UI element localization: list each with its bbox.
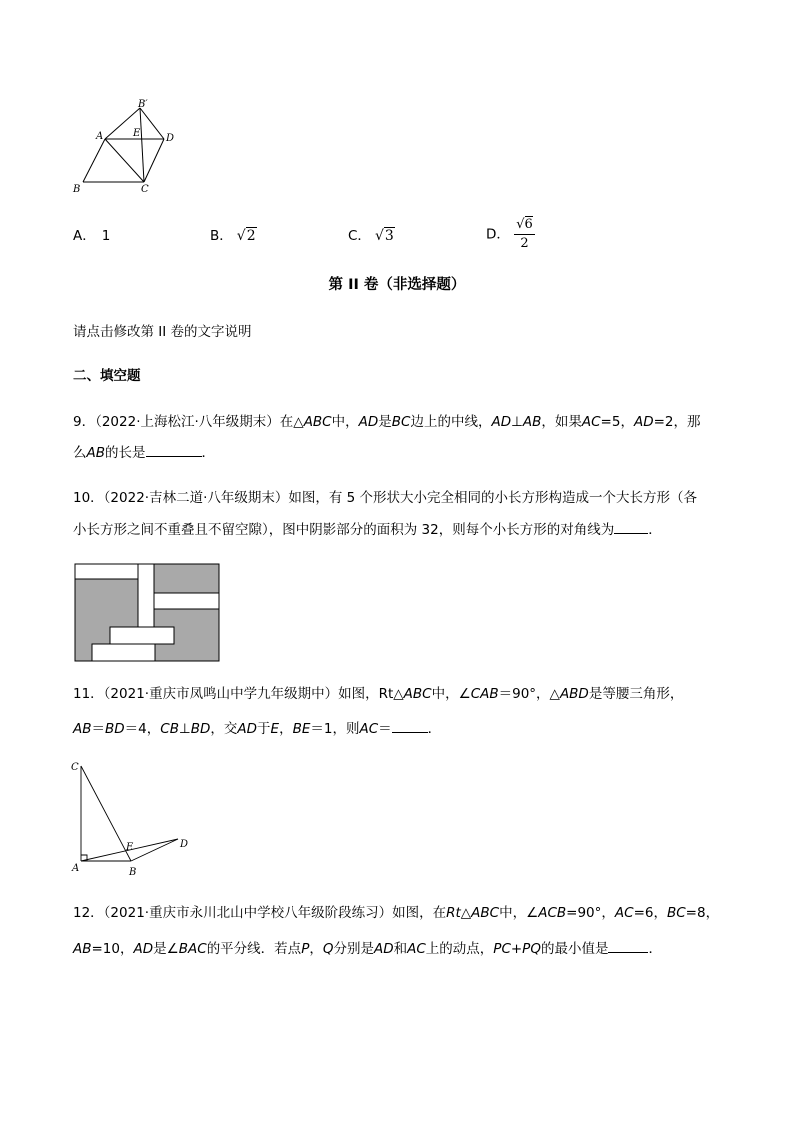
q11-line1 [73,684,683,704]
q9-end: ． [201,445,215,461]
q9-line1 [73,412,701,432]
q12-text: 上的动点， [425,941,494,957]
option-c-radicand: 3 [384,228,394,244]
label-e: E [133,128,141,139]
option-a [73,226,110,246]
q12-var: Rt [446,905,461,921]
segment-bprime-c [140,108,144,182]
q11-text: ＝ [378,721,392,737]
q11-var: CAB [470,686,499,702]
q12-var: ABC [471,905,500,921]
label-b: B [129,867,137,878]
q12-text: =90°， [566,905,615,921]
q9-answer-blank[interactable] [146,442,202,457]
q9-text: 中， [331,414,359,430]
q11-var: BD [190,721,211,737]
q9-number: 9． [73,414,96,430]
q11-text: ＝90°，△ [498,686,560,702]
q12-text: ， [309,941,323,957]
q11-var: BD [105,721,125,737]
label-bprime: B′ [138,99,148,110]
q9-var: AB [86,445,105,461]
q12-line2 [73,938,662,959]
q9-text: =2，那 [653,414,701,430]
q12-end: ． [648,941,662,957]
option-a-label: A． [73,228,96,244]
q12-var: AC [614,905,634,921]
q9-text: ，如果 [541,414,582,430]
q11-figure [68,758,193,880]
q12-var: AC [407,941,426,957]
q12-text: 12．（2021·重庆市永川北山中学校八年级阶段练习）如图，在 [73,905,447,921]
label-e: E [126,842,134,853]
section-note[interactable]: 请点击修改第 II 卷的文字说明 [73,324,252,340]
q12-line1 [73,903,719,923]
q9-line2 [73,442,215,463]
q11-var: ABC [403,686,432,702]
q9-var: AC [581,414,601,430]
option-b [210,226,257,246]
q12-text: =10， [91,941,134,957]
fold-figure [60,96,190,196]
option-d-label: D． [486,226,510,243]
small-rectangle-1 [75,564,138,579]
option-d-fraction [514,216,535,253]
q12-text: 的最小值是 [540,941,609,957]
label-a: A [72,863,80,874]
q11-text: ⊥ [178,721,191,737]
rectangle-figure [74,563,220,663]
q10-line1: 10．（2022·吉林二道·八年级期末）如图，有 5 个形状大小完全相同的小长方形构造成一个大长方形（各 [73,490,698,506]
small-rectangle-2 [138,564,154,627]
segment-a-b [83,139,105,182]
q12-text: 是∠ [153,941,179,957]
q9-text: 么 [73,445,87,461]
segment-a-c [105,139,144,182]
option-b-label: B． [210,228,233,244]
q9-var: BC [391,414,411,430]
q11-var: E [270,721,280,737]
segment-b-d [131,839,178,861]
q11-var: CB [160,721,179,737]
q12-var: PC+PQ [493,941,541,957]
label-c: C [71,762,79,773]
q11-var: BE [292,721,311,737]
option-c-label: C． [348,228,371,244]
q12-var: Q [322,941,334,957]
q11-text: ＝1，则 [310,721,360,737]
small-rectangle-3 [154,593,219,609]
part-heading: 二、填空题 [73,368,141,384]
q11-text: ， [279,721,293,737]
option-b-radicand: 2 [246,228,256,244]
label-b: B [73,184,81,195]
option-b-sqrt: √2 [236,228,256,244]
option-c [348,226,395,246]
q9-text: 边上的中线， [410,414,492,430]
q9-text: 的长是 [105,445,146,461]
q11-text: 中，∠ [431,686,471,702]
label-d: D [166,133,175,144]
option-c-sqrt: √3 [374,228,394,244]
q9-text: △ [293,414,304,430]
q11-var: AC [359,721,379,737]
q9-text: ⊥ [511,414,523,430]
q12-text: 中，∠ [499,905,539,921]
segment-d-c [144,139,164,182]
option-d [486,216,535,253]
q11-text: 于 [257,721,271,737]
option-d-denominator: 2 [520,236,529,251]
q12-var: BC [666,905,686,921]
q12-var: AD [373,941,394,957]
q12-var: AB [73,941,92,957]
segment-c-b [81,766,131,861]
option-a-value: 1 [101,228,111,244]
q12-text: 的平分线．若点 [206,941,302,957]
q11-text: ＝4， [124,721,161,737]
q12-text: =8， [685,905,720,921]
q9-text: 是 [378,414,392,430]
label-d: D [180,839,189,850]
label-c: C [141,184,149,195]
q12-text: 分别是 [333,941,374,957]
q11-var: AB [73,721,92,737]
option-d-num-radicand: 6 [524,217,533,232]
q11-var: ABD [559,686,589,702]
q10-end: ． [648,522,662,538]
q9-text: =5， [600,414,634,430]
q12-text: =6， [633,905,667,921]
q11-text: 11．（2021·重庆市凤鸣山中学九年级期中）如图，Rt△ [73,686,404,702]
q12-var: P [301,941,310,957]
q9-var: AD [633,414,654,430]
label-a: A [96,131,104,142]
q11-var: AD [237,721,258,737]
q9-var: AD [491,414,512,430]
q10-text: 小长方形之间不重叠且不留空隙），图中阴影部分的面积为 32，则每个小长方形的对角线为 [73,522,615,538]
q9-var: AD [358,414,379,430]
q11-answer-blank[interactable] [392,718,428,733]
q11-text: ＝ [91,721,105,737]
q11-text: 是等腰三角形， [588,686,684,702]
q12-text: △ [460,905,472,921]
segment-bprime-d [140,108,164,139]
q9-source: （2022·上海松江·八年级期末）在 [95,414,294,430]
q12-text: 和 [393,941,408,957]
q12-var: ACB [538,905,567,921]
q12-answer-blank[interactable] [608,938,648,953]
q12-var: BAC [178,941,207,957]
small-rectangle-4 [110,627,174,644]
option-d-numerator: √6 [514,216,535,235]
q12-var: AD [133,941,154,957]
q9-var: ABC [303,414,332,430]
q10-line2 [73,519,662,540]
q11-text: ，交 [210,721,238,737]
q10-answer-blank[interactable] [614,519,648,534]
section-title: 第 II 卷（非选择题） [328,277,466,293]
q11-end: ． [427,721,442,737]
q11-line2 [73,718,441,739]
small-rectangle-5 [92,644,155,661]
q9-var: AB [522,414,542,430]
